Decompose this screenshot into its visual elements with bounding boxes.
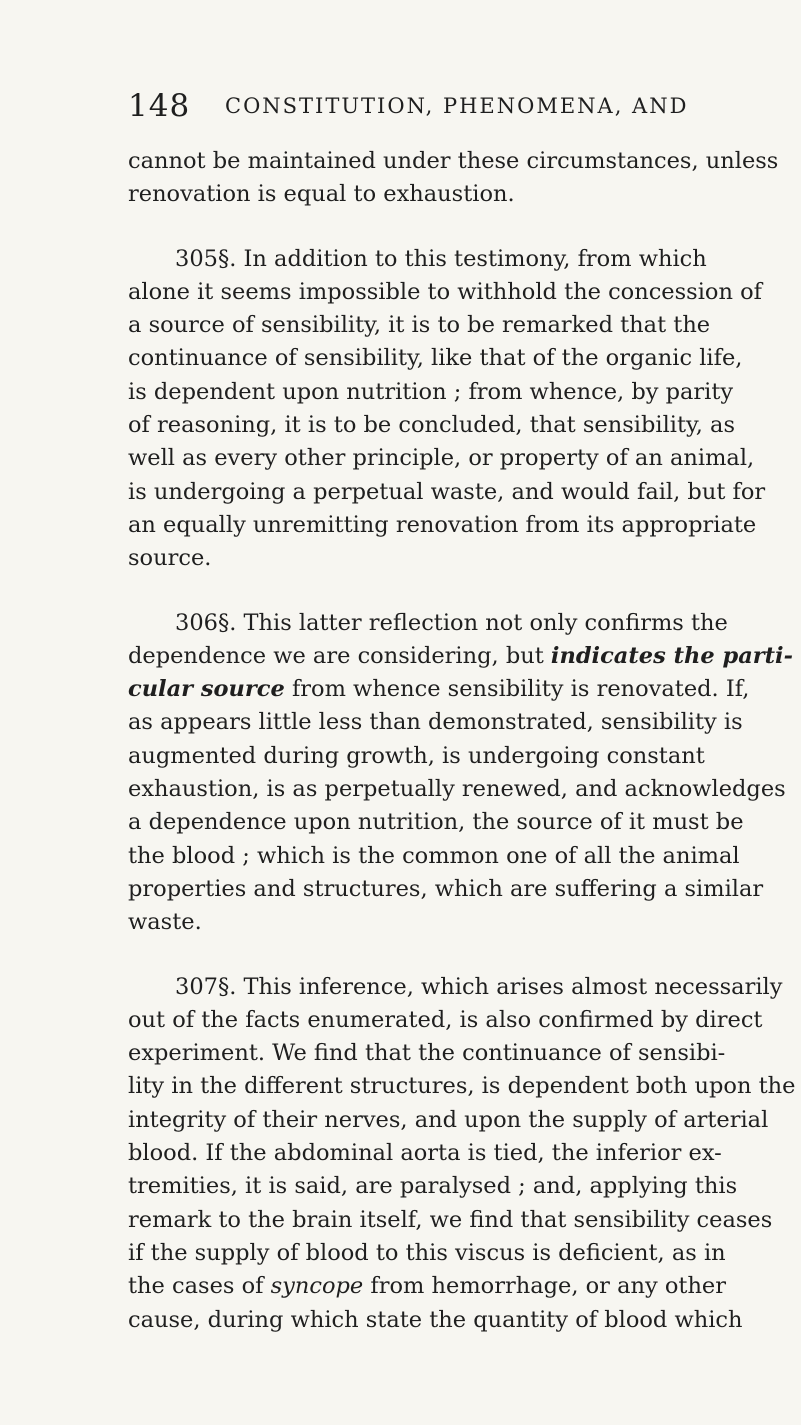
text-line [128,673,750,706]
text-line: 307§. This inference, which arises almost necessarily [175,973,783,1000]
text-line: out of the facts enumerated, is also confirmed by direct [128,1006,763,1033]
text-line: waste. [128,909,202,936]
italic-term: syncope [270,1273,364,1300]
text-line: alone it seems impossible to withhold the concession of [128,278,762,305]
text-line: blood. If the abdominal aorta is tied, the inferior ex- [128,1140,722,1167]
text-line: remark to the brain itself, we find that sensibility ceases [128,1206,773,1233]
text-line: cannot be maintained under these circumstances, unless [128,148,779,174]
page-number: 148 [128,88,191,124]
text-line: 306§. This latter reflection not only confirms the [175,609,728,636]
emphasis-text: indicates the parti- [550,642,793,669]
text-line: renovation is equal to exhaustion. [128,181,515,208]
text-line: experiment. We find that the continuance of sensibi- [128,1040,726,1067]
text-line: 305§. In addition to this testimony, from which [175,245,707,272]
text-line: exhaustion, is as perpetually renewed, and acknowledges [128,776,786,803]
text-line: the blood ; which is the common one of all the animal [128,842,740,869]
text-line: integrity of their nerves, and upon the supply of arterial [128,1106,769,1133]
text-segment: the cases of [128,1273,264,1300]
text-line: as appears little less than demonstrated, sensibility is [128,709,743,736]
text-line: source. [128,545,212,572]
text-line: a dependence upon nutrition, the source of it must be [128,809,744,836]
text-line: tremities, it is said, are paralysed ; and, applying this [128,1173,738,1200]
text-line: is dependent upon nutrition ; from whence, by parity [128,378,734,405]
text-segment: dependence we are considering, but [128,642,544,669]
text-line: of reasoning, it is to be concluded, that sensibility, as [128,412,735,439]
text-line: well as every other principle, or property of an animal, [128,445,755,472]
text-line: continuance of sensibility, like that of the organic life, [128,345,743,372]
text-line: cause, during which state the quantity of blood which [128,1306,743,1333]
text-line [128,640,793,673]
paragraph-305 [128,243,766,576]
text-line: an equally unremitting renovation from its appropriate [128,511,757,538]
paragraph-306 [128,607,793,940]
paragraph [128,145,779,212]
text-line: is undergoing a perpetual waste, and would fail, but for [128,478,766,505]
emphasis-text: cular source [128,676,285,703]
text-line: properties and structures, which are suffering a similar [128,875,764,902]
page-header [128,88,688,128]
text-line: a source of sensibility, it is to be remarked that the [128,312,711,339]
paragraph-307 [128,971,796,1337]
text-segment: from whence sensibility is renovated. If, [291,676,750,703]
body-text [128,145,796,1337]
running-title: CONSTITUTION, PHENOMENA, AND [225,94,689,118]
text-line [128,1270,727,1303]
text-line: if the supply of blood to this viscus is deficient, as in [128,1239,726,1266]
text-segment: from hemorrhage, or any other [370,1273,727,1300]
text-line: augmented during growth, is undergoing constant [128,742,705,769]
text-line: lity in the different structures, is dependent both upon the [128,1073,796,1100]
